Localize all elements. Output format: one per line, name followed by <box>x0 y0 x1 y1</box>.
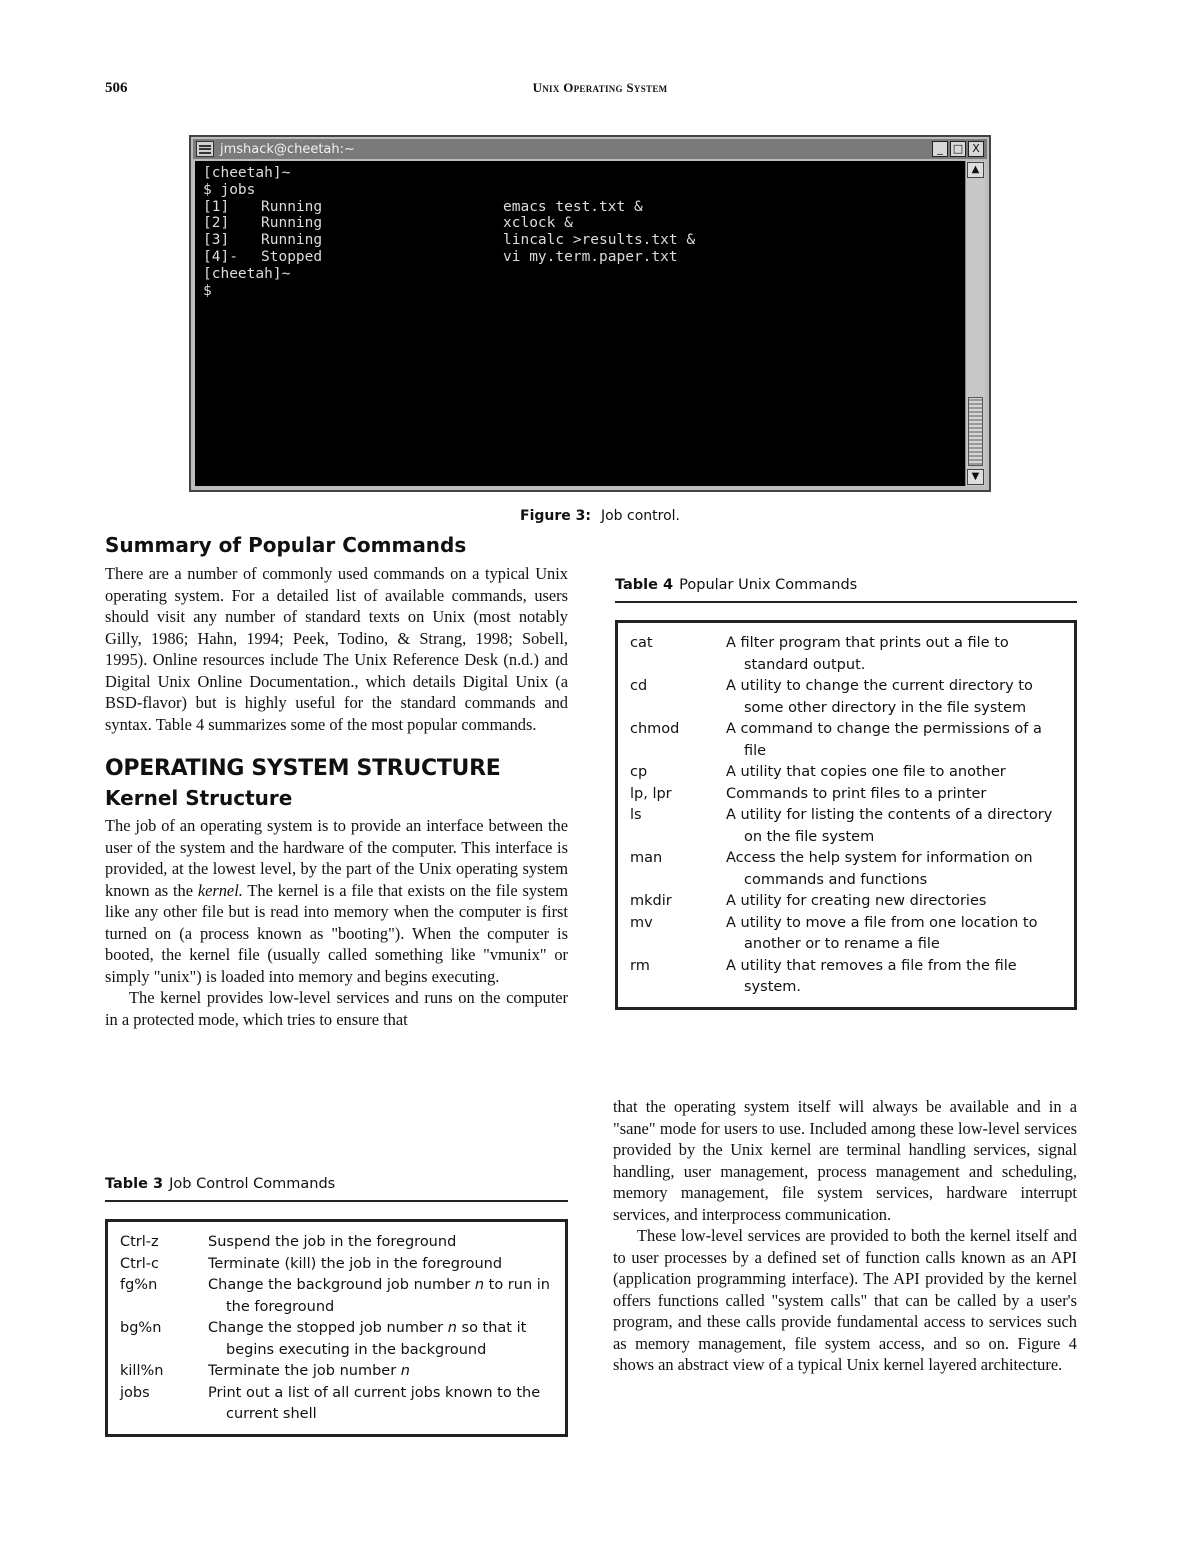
scrollbar-thumb[interactable] <box>968 397 983 466</box>
command-cell: cp <box>630 764 648 780</box>
table-4 <box>615 577 1077 1010</box>
right-paragraph-1: that the operating system itself will always be available and in a "sane" mode for users to use. Included among these low-level services provided by the Unix kernel are terminal handling services, signal handling, user management, process management and scheduling, memory management, file system services, hardware interrupt services, and interprocess communication. <box>613 1097 1077 1224</box>
command-name: jobs <box>120 1384 150 1401</box>
kernel-paragraph <box>105 815 568 987</box>
description-cell <box>208 1232 553 1254</box>
description-text: Terminate (kill) the job in the foreground <box>208 1255 503 1272</box>
command-cell <box>120 1232 208 1254</box>
kernel-paragraph-2: The kernel provides low-level services and runs on the computer in a protected mode, which tries to ensure that <box>105 988 568 1029</box>
running-title: Unix Operating System <box>532 80 668 95</box>
description-cell: Commands to print files to a printer <box>726 785 987 802</box>
description-cell <box>208 1275 553 1318</box>
command-cell <box>120 1254 208 1276</box>
figure-caption-text: Job control. <box>600 508 680 524</box>
command-cell: ls <box>630 807 642 823</box>
kernel-paragraph-text-a: The job of an operating system is to provide an interface between the user of the system and the hardware of the computer. This interface is provided, at the lowest level, by the part of the Unix operating system known as the <box>105 816 568 900</box>
description-cell <box>208 1254 553 1276</box>
command-cell: rm <box>630 957 650 974</box>
description-cell <box>208 1383 553 1426</box>
figure-label: Figure 3: <box>520 508 591 524</box>
description-rest: so that it begins executing in the background <box>226 1320 527 1358</box>
page-number: 506 <box>105 80 128 96</box>
right-column <box>613 1096 1077 1376</box>
table-row <box>120 1232 553 1254</box>
table-4-caption <box>615 577 1077 603</box>
terminal-line-field: [cheetah]~ <box>203 265 291 282</box>
description-text: Terminate the job number <box>208 1363 401 1379</box>
table-row <box>630 805 1062 848</box>
table-row <box>630 848 1062 891</box>
command-cell <box>120 1318 208 1361</box>
table-4-label: Table 4 <box>615 577 674 593</box>
terminal-line <box>203 232 957 249</box>
command-cell <box>120 1361 208 1383</box>
description-cell: A filter program that prints out a file to standard output. <box>726 635 1009 673</box>
terminal-line-field: xclock & <box>503 215 573 232</box>
summary-paragraph: There are a number of commonly used commands on a typical Unix operating system. For a detailed list of available commands, users should visit any number of standard texts on Unix (most notably Gilly, 1986; Hahn, 1994; Peek, Todino, & Strang, 1998; Sobell, 1995). Online resources include The Unix Reference Desk (n.d.) and Digital Unix Online Documentation., which details Digital Unix (a BSD-flavor) but is highly useful for the standard commands and syntax. Table 4 summarizes some of the most popular commands. <box>105 564 568 734</box>
description-cell: A utility to change the current directory to some other directory in the file system <box>726 678 1033 716</box>
close-icon[interactable]: X <box>968 141 984 157</box>
window-menu-icon[interactable] <box>196 141 214 157</box>
command-argument: n <box>148 1277 158 1293</box>
command-cell: chmod <box>630 721 680 737</box>
table-4-box <box>615 620 1077 1010</box>
terminal-line-field: emacs test.txt & <box>503 198 643 215</box>
description-cell: A command to change the permissions of a file <box>726 721 1042 759</box>
command-cell: lp, lpr <box>630 785 672 802</box>
terminal-line-field: Running <box>261 215 323 232</box>
running-header <box>105 80 1095 104</box>
table-4-title: Popular Unix Commands <box>679 577 858 593</box>
command-cell <box>120 1275 208 1318</box>
table-row <box>120 1383 553 1426</box>
description-argument: n <box>400 1363 410 1379</box>
terminal-line-field: Running <box>261 198 323 215</box>
terminal-line-field: [cheetah]~ <box>203 165 291 181</box>
table-row <box>630 676 1062 719</box>
command-cell <box>120 1383 208 1426</box>
terminal-line <box>203 266 957 283</box>
description-text: Suspend the job in the foreground <box>208 1234 457 1250</box>
terminal-line-field: lincalc >results.txt & <box>503 232 696 249</box>
table-row <box>630 891 1062 913</box>
description-cell: A utility to move a file from one location to another or to rename a file <box>726 914 1038 952</box>
command-name: kill% <box>120 1363 155 1379</box>
terminal-line <box>203 283 957 300</box>
description-cell: A utility for creating new directories <box>726 893 987 909</box>
description-text: Change the background job number <box>208 1277 475 1293</box>
terminal-line <box>203 199 957 216</box>
terminal-titlebar[interactable] <box>193 139 987 159</box>
table-row <box>630 633 1062 676</box>
left-column <box>105 530 568 1030</box>
terminal-line-field: $ jobs <box>203 181 256 198</box>
terminal-line-field: Running <box>261 232 323 249</box>
command-argument: n <box>152 1320 162 1336</box>
table-row <box>630 956 1062 999</box>
description-cell <box>208 1361 553 1383</box>
command-cell: cd <box>630 678 648 694</box>
terminal-output[interactable] <box>195 161 965 486</box>
subsection-heading: Kernel Structure <box>105 786 293 810</box>
section-heading: OPERATING SYSTEM STRUCTURE <box>105 756 501 781</box>
command-name: fg% <box>120 1277 149 1293</box>
table-row <box>630 762 1062 784</box>
table-3-title: Job Control Commands <box>169 1176 336 1192</box>
table-3 <box>105 1176 568 1437</box>
command-name: Ctrl-z <box>120 1234 159 1250</box>
table-row <box>630 784 1062 806</box>
description-rest: to run in the foreground <box>226 1277 550 1315</box>
terminal-line-field: [1] <box>203 198 230 215</box>
description-cell: A utility that removes a file from the file system. <box>726 957 1017 995</box>
scroll-up-arrow-icon[interactable]: ▲ <box>967 162 984 178</box>
description-cell: A utility for listing the contents of a directory on the file system <box>726 807 1053 845</box>
table-row <box>120 1254 553 1276</box>
terminal-line-field: Stopped <box>261 248 323 265</box>
table-row <box>120 1318 553 1361</box>
description-cell: Access the help system for information on commands and functions <box>726 850 1033 888</box>
kernel-term: kernel. <box>197 880 243 900</box>
scroll-down-arrow-icon[interactable]: ▼ <box>967 469 984 485</box>
kernel-paragraph-text-b: The kernel is a file that exists on the file system like any other file but is read into memory when the computer is first turned on (a process known as "booting"). When the computer is booted, the kernel file (usually called something like "vmunix" or simply "unix") is loaded into memory and begins executing. <box>105 880 568 986</box>
table-row <box>120 1275 553 1318</box>
description-argument: n <box>447 1320 457 1336</box>
terminal-window <box>189 135 991 492</box>
description-text: Change the stopped job number <box>208 1320 448 1336</box>
terminal-line <box>203 249 957 266</box>
command-cell: cat <box>630 635 653 651</box>
table-row <box>630 913 1062 956</box>
command-name: Ctrl-c <box>120 1255 160 1272</box>
maximize-icon[interactable]: □ <box>950 141 966 157</box>
minimize-icon[interactable]: _ <box>932 141 948 157</box>
terminal-line-field: [4]- <box>203 248 238 265</box>
table-row <box>120 1361 553 1383</box>
terminal-line <box>203 182 957 199</box>
description-cell <box>208 1318 553 1361</box>
right-paragraph-2: These low-level services are provided to both the kernel itself and to user processes by a defined set of function calls known as an API (application programming interface). The API provided by the kernel offers functions called "system calls" that can be called by a user's program, and these calls provide fundamental access to services such as memory management, file system access, and so on. Figure 4 shows an abstract view of a typical Unix kernel layered architecture. <box>613 1226 1077 1374</box>
table-3-box <box>105 1219 568 1437</box>
command-name: bg% <box>120 1320 153 1336</box>
terminal-line-field: [3] <box>203 232 230 249</box>
table-row <box>630 719 1062 762</box>
description-text: Print out a list of all current jobs known to the current shell <box>208 1384 541 1422</box>
terminal-line <box>203 215 957 232</box>
terminal-line-field: $ <box>203 282 212 299</box>
terminal-title: jmshack@cheetah:~ <box>220 141 355 157</box>
summary-heading: Summary of Popular Commands <box>105 533 467 557</box>
terminal-line-field: [2] <box>203 215 230 232</box>
table-3-caption <box>105 1176 568 1202</box>
figure-caption <box>0 508 1200 524</box>
command-cell: mv <box>630 914 653 931</box>
window-controls <box>932 141 984 157</box>
terminal-line-field: vi my.term.paper.txt <box>503 248 678 265</box>
description-argument: n <box>474 1277 485 1293</box>
table-3-label: Table 3 <box>105 1176 164 1192</box>
terminal-line <box>203 165 957 182</box>
command-argument: n <box>154 1363 164 1379</box>
description-cell: A utility that copies one file to another <box>726 764 1006 780</box>
command-cell: man <box>630 850 663 866</box>
command-cell: mkdir <box>630 893 672 909</box>
scrollbar[interactable] <box>965 161 985 486</box>
